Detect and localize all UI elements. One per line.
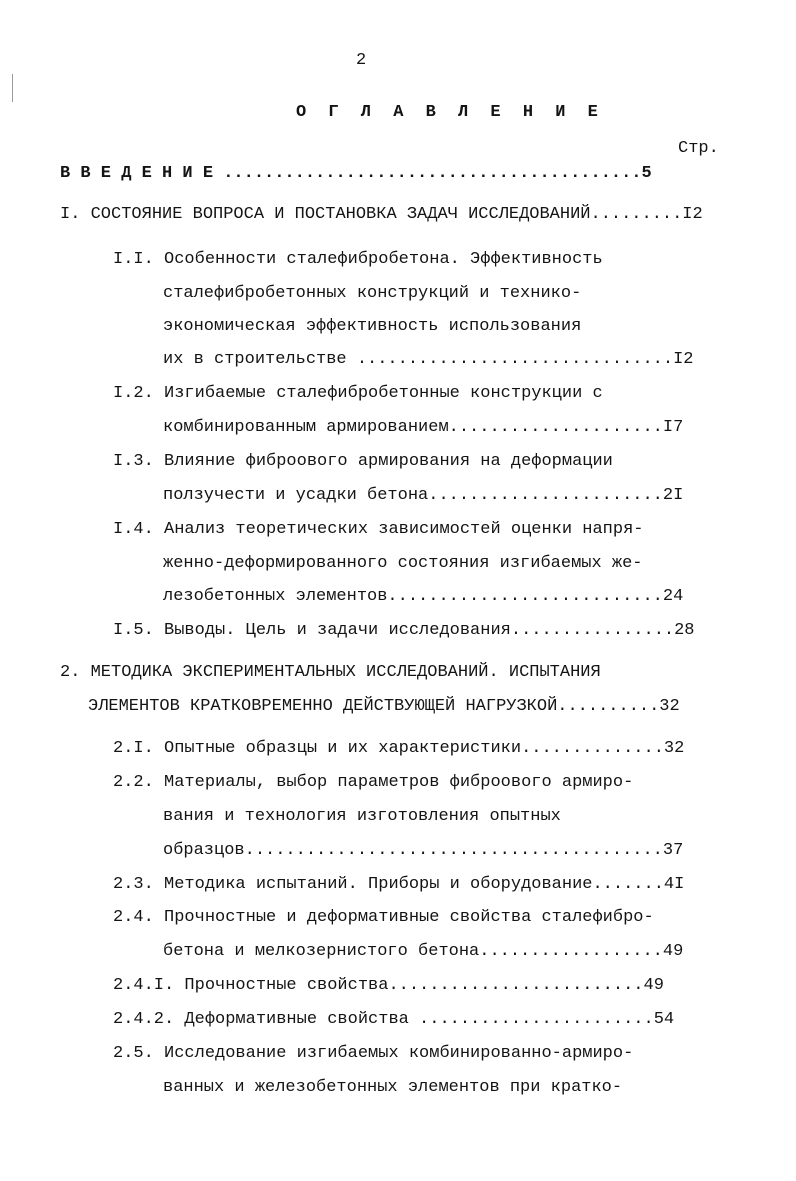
toc-line: ЭЛЕМЕНТОВ КРАТКОВРЕМЕННО ДЕЙСТВУЮЩЕЙ НАГРУЗКОЙ..........32 (88, 697, 680, 716)
toc-line: бетона и мелкозернистого бетона..................49 (163, 942, 684, 961)
page-number: 2 (356, 51, 367, 70)
toc-line: I.4. Анализ теоретических зависимостей оценки напря- (113, 520, 644, 539)
toc-line: 2.4. Прочностные и деформативные свойства сталефибро- (113, 908, 654, 927)
toc-line: 2.5. Исследование изгибаемых комбинированно-армиро- (113, 1044, 634, 1063)
toc-line: 2.I. Опытные образцы и их характеристики..............32 (113, 739, 685, 758)
toc-line: I.I. Особенности сталефибробетона. Эффективность (113, 250, 603, 269)
toc-line: I.3. Влияние фиброового армирования на деформации (113, 452, 613, 471)
toc-line: 2.2. Материалы, выбор параметров фиброового армиро- (113, 773, 634, 792)
toc-line: I.2. Изгибаемые сталефибробетонные конструкции с (113, 384, 603, 403)
toc-line: вания и технология изготовления опытных (163, 807, 561, 826)
toc-line: экономическая эффективность использования (163, 317, 582, 336)
toc-line: лезобетонных элементов...........................24 (163, 587, 684, 606)
toc-line: ползучести и усадки бетона.......................2I (163, 486, 684, 505)
toc-title: О Г Л А В Л Е Н И Е (296, 103, 604, 122)
toc-line: 2.4.I. Прочностные свойства.........................49 (113, 976, 664, 995)
toc-line: I. СОСТОЯНИЕ ВОПРОСА И ПОСТАНОВКА ЗАДАЧ ИССЛЕДОВАНИЙ.........I2 (60, 205, 703, 224)
page-column-label: Стр. (678, 139, 719, 158)
toc-line: их в строительстве ...............................I2 (163, 350, 694, 369)
toc-line: 2.4.2. Деформативные свойства .......................54 (113, 1010, 675, 1029)
toc-line: комбинированным армированием.....................I7 (163, 418, 684, 437)
toc-line: В В Е Д Е Н И Е .........................................5 (60, 164, 652, 183)
toc-line: женно-деформированного состояния изгибаемых же- (163, 554, 643, 573)
toc-line: сталефибробетонных конструкций и технико- (163, 284, 582, 303)
toc-line: 2. МЕТОДИКА ЭКСПЕРИМЕНТАЛЬНЫХ ИССЛЕДОВАНИЙ. ИСПЫТАНИЯ (60, 663, 601, 682)
toc-line: образцов.........................................37 (163, 841, 684, 860)
scan-artifact-mark (12, 74, 13, 102)
toc-line: ванных и железобетонных элементов при кратко- (163, 1078, 623, 1097)
toc-line: 2.3. Методика испытаний. Приборы и оборудование.......4I (113, 875, 685, 894)
toc-line: I.5. Выводы. Цель и задачи исследования................28 (113, 621, 695, 640)
